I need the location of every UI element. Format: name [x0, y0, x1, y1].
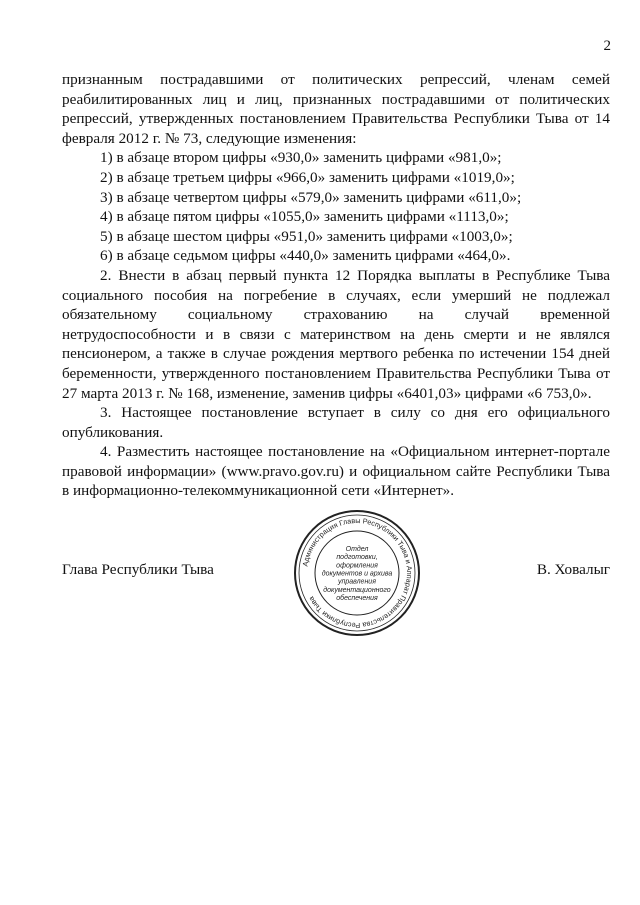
seal-center-text [322, 545, 393, 602]
amendment-item: 2) в абзаце третьем цифры «966,0» заменить цифрами «1019,0»; [100, 168, 515, 186]
seal-center-line: документационного [323, 586, 391, 594]
amendment-item: 3) в абзаце четвертом цифры «579,0» заменить цифрами «611,0»; [100, 188, 522, 206]
seal-graphic [292, 508, 422, 638]
document-body [62, 70, 610, 501]
point-2: 2. Внести в абзац первый пункта 12 Порядка выплаты в Республике Тыва социального пособия на погребение в случаях, если умерший не подлежал обязательному социальному страхованию на случай временной нетрудоспособности и в связи с материнством на день смерти и не являлся пенсионером, а также в случае рождения мертвого ребенка по истечении 154 дней беременности, утвержденного постановлением Правительства Республики Тыва от 27 марта 2013 г. № 168, изменение, заменив цифры «6401,03» цифрами «6 753,0». [62, 266, 610, 402]
seal-ring-text: Администрация Главы Республики Тыва и Аппарат Правительства Республики Тыва [300, 515, 415, 631]
official-seal-stamp [292, 508, 422, 638]
amendment-item: 1) в абзаце втором цифры «930,0» заменить цифрами «981,0»; [100, 149, 502, 167]
seal-center-line: Отдел [345, 545, 369, 553]
seal-center-line: подготовки, [336, 554, 378, 562]
point-3: 3. Настоящее постановление вступает в силу со дня его официального опубликования. [62, 404, 610, 441]
point-4: 4. Разместить настоящее постановление на «Официальном интернет-портале правовой информации» (www.pravo.gov.ru) и официальном сайте Республики Тыва в информационно-телекоммуникационной сети «Интернет». [62, 443, 610, 500]
seal-center-line: управления [338, 578, 376, 586]
amendment-item: 5) в абзаце шестом цифры «951,0» заменить цифрами «1003,0»; [100, 227, 513, 245]
signatory-name: В. Ховалыг [536, 561, 610, 578]
amendment-item: 4) в абзаце пятом цифры «1055,0» заменить цифрами «1113,0»; [100, 208, 509, 226]
seal-center-line: документов и архива [321, 570, 393, 578]
seal-center-line: оформления [336, 562, 378, 570]
seal-center-line: обеспечения [336, 595, 378, 603]
amendment-item: 6) в абзаце седьмом цифры «440,0» заменить цифрами «464,0». [100, 247, 511, 265]
page-number: 2 [603, 38, 611, 54]
intro-paragraph: признанным пострадавшими от политических репрессий, членам семей реабилитированных лиц и лиц, признанных пострадавшими от политических репрессий, утвержденных постановлением Правительства Республики Тыва от 14 февраля 2012 г. № 73, следующие изменения: [62, 71, 610, 147]
signatory-position: Глава Республики Тыва [62, 561, 214, 578]
